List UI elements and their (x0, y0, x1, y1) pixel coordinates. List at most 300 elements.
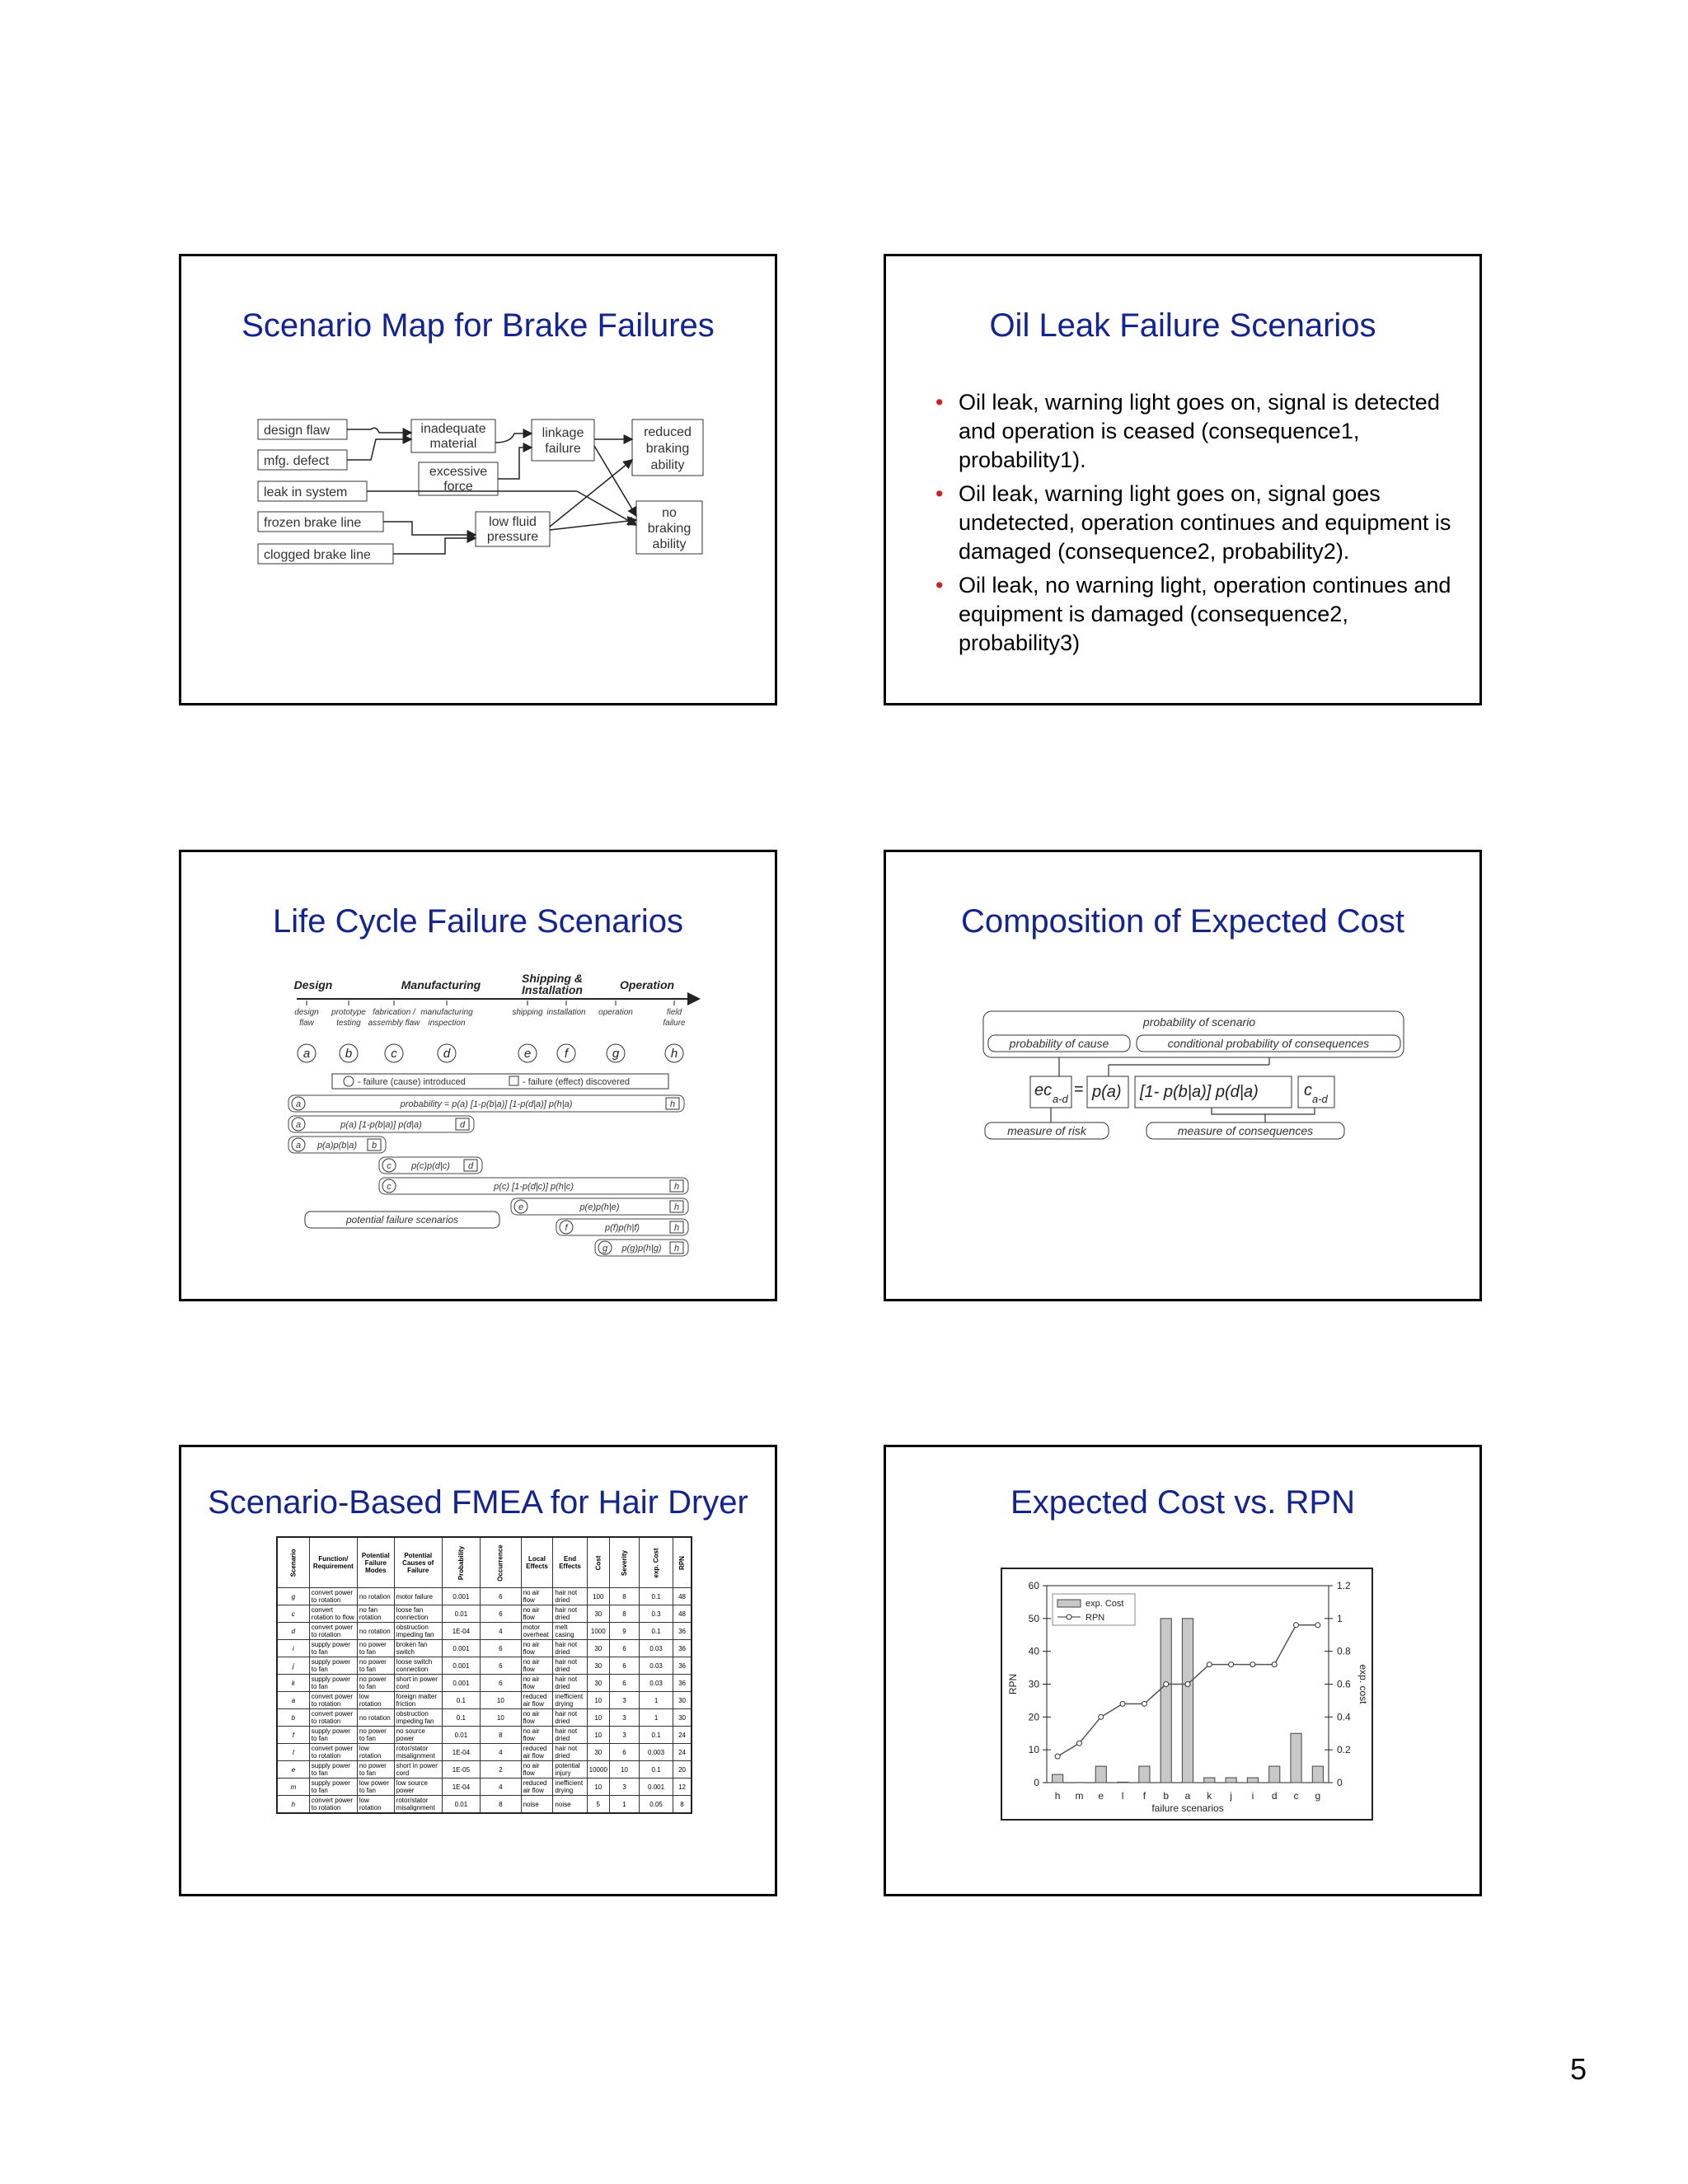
y2-tick-label: 0.4 (1337, 1711, 1351, 1723)
fmea-cell: reduced air flow (521, 1692, 553, 1709)
fmea-cell: 0.01 (442, 1605, 480, 1623)
brake-scenario-map-diagram (181, 256, 777, 705)
slide-title: Life Cycle Failure Scenarios (273, 903, 683, 940)
fmea-cell: 12 (673, 1779, 692, 1796)
fmea-cell: 8 (609, 1605, 639, 1623)
fmea-cell: 0.01 (442, 1727, 480, 1744)
x-tick-label: c (1293, 1790, 1299, 1802)
fmea-cell: low rotation (357, 1744, 394, 1761)
fmea-col-header: RPN (673, 1537, 692, 1588)
exp-cost-bar (1095, 1766, 1106, 1783)
table-row (277, 1692, 692, 1709)
stage-label: fabrication / (373, 1008, 415, 1017)
x-axis-label: failure scenarios (1151, 1802, 1224, 1814)
fmea-cell: 0.03 (640, 1657, 673, 1675)
fmea-col-header: exp. Cost (640, 1537, 673, 1588)
fmea-cell: 36 (673, 1640, 692, 1657)
y2-tick-label: 1.2 (1337, 1580, 1351, 1591)
fmea-cell: no power to fan (357, 1727, 394, 1744)
y2-tick-label: 0.6 (1337, 1678, 1351, 1690)
fmea-cell: 30 (587, 1640, 609, 1657)
fmea-cell: loose switch connection (394, 1657, 442, 1675)
cause-leak: leak in system (264, 485, 348, 499)
stage-label: assembly flaw (368, 1019, 420, 1028)
fmea-cell: m (277, 1779, 309, 1796)
fmea-cell: 0.03 (640, 1675, 673, 1692)
cost-rpn-chart (886, 1447, 1482, 1896)
x-tick-label: f (1142, 1790, 1146, 1802)
rpn-point (1315, 1623, 1320, 1628)
fmea-cell: 10 (481, 1709, 521, 1727)
slide-scenario-map (179, 254, 777, 705)
fmea-cell: 36 (673, 1675, 692, 1692)
rpn-point (1294, 1623, 1299, 1628)
rpn-point (1229, 1662, 1234, 1667)
fmea-cell: 6 (609, 1675, 639, 1692)
y2-axis-label: exp. cost (1357, 1664, 1369, 1704)
stage-label: design (294, 1008, 319, 1017)
fmea-col-header: Severity (609, 1537, 639, 1588)
scenario-end-letter: d (467, 1161, 474, 1171)
stage-label: testing (336, 1019, 361, 1028)
cause-mfg-defect: mfg. defect (264, 454, 330, 468)
node-linkage-failure: linkage (542, 426, 584, 440)
fmea-cell: 6 (481, 1588, 521, 1605)
fmea-cell: low rotation (357, 1796, 394, 1814)
x-tick-label: l (1121, 1790, 1124, 1802)
scenario-end-letter: d (459, 1120, 466, 1130)
fmea-cell: 0.001 (442, 1640, 480, 1657)
fmea-cell: 10 (587, 1692, 609, 1709)
fmea-cell: 10 (587, 1727, 609, 1744)
scenario-formula: p(g)p(h|g) (621, 1244, 662, 1254)
fmea-cell: inefficient drying (553, 1692, 587, 1709)
fmea-cell: 1E-04 (442, 1623, 480, 1640)
y-tick-label: 50 (1028, 1612, 1039, 1624)
fmea-cell: noise (521, 1796, 553, 1814)
stage-letter: h (670, 1047, 678, 1061)
y2-tick-label: 0.8 (1337, 1645, 1351, 1657)
svg-text:material: material (429, 437, 477, 451)
stage-label: operation (598, 1008, 633, 1017)
fmea-cell: 10000 (587, 1761, 609, 1779)
fmea-col-header: Potential Causes of Failure (394, 1537, 442, 1588)
fmea-cell: 3 (609, 1692, 639, 1709)
fmea-cell: low source power (394, 1779, 442, 1796)
fmea-cell: i (277, 1640, 309, 1657)
svg-text:braking: braking (647, 522, 692, 536)
fmea-cell: 0.1 (442, 1692, 480, 1709)
node-low-fluid-pressure: low fluid (489, 515, 537, 529)
fmea-cell: 0.001 (640, 1779, 673, 1796)
slide-fmea (179, 1445, 777, 1896)
fmea-cell: hair not dried (553, 1709, 587, 1727)
fmea-cell: 48 (673, 1605, 692, 1623)
fmea-cell: k (277, 1675, 309, 1692)
fmea-cell: 1E-05 (442, 1761, 480, 1779)
slide-title: Scenario Map for Brake Failures (241, 307, 715, 344)
svg-text:pressure: pressure (486, 530, 539, 544)
rpn-point (1076, 1741, 1081, 1746)
fmea-cell: 0.3 (640, 1605, 673, 1623)
exp-cost-bar (1226, 1778, 1236, 1783)
exp-cost-bar (1160, 1619, 1171, 1783)
fmea-cell: convert power to rotation (309, 1588, 357, 1605)
fmea-cell: no power to fan (357, 1640, 394, 1657)
fmea-cell: potential injury (553, 1761, 587, 1779)
fmea-cell: 3 (609, 1709, 639, 1727)
fmea-cell: no air flow (521, 1761, 553, 1779)
stage-label: manufacturing (420, 1008, 473, 1017)
table-row (277, 1640, 692, 1657)
fmea-table (276, 1536, 692, 1814)
scenario-end-letter: h (669, 1099, 676, 1109)
bullet-item: • Oil leak, no warning light, operation continues and equipment is damaged (consequence2, probability3) (935, 573, 1451, 655)
fmea-cell: supply power to fan (309, 1640, 357, 1657)
scenario-start-letter: c (387, 1182, 392, 1192)
fmea-cell: hair not dried (553, 1605, 587, 1623)
fmea-cell: hair not dried (553, 1640, 587, 1657)
rpn-point (1185, 1682, 1190, 1687)
fmea-cell: short in power cord (394, 1761, 442, 1779)
scenario-formula: p(c) [1-p(d|c)] p(h|c) (494, 1182, 574, 1192)
x-tick-label: b (1163, 1790, 1170, 1802)
fmea-cell: 6 (481, 1640, 521, 1657)
exp-cost-bar (1291, 1733, 1301, 1783)
fmea-cell: reduced air flow (521, 1744, 553, 1761)
potential-scenarios-label: potential failure scenarios (345, 1214, 459, 1226)
exp-cost-bar (1182, 1619, 1193, 1783)
scenario-end-letter: h (673, 1223, 680, 1233)
scenario-start-letter: a (295, 1099, 302, 1109)
eq-middle: [1- p(b|a)] p(d|a) (1140, 1083, 1259, 1101)
legend-discovered: - failure (effect) discovered (523, 1077, 631, 1087)
cause-clogged-line: clogged brake line (264, 548, 371, 562)
table-row (277, 1744, 692, 1761)
fmea-cell: 10 (481, 1692, 521, 1709)
rpn-point (1207, 1662, 1212, 1667)
fmea-cell: short in power cord (394, 1675, 442, 1692)
fmea-cell: g (277, 1588, 309, 1605)
slide-life-cycle (179, 850, 777, 1301)
fmea-cell: 0.001 (442, 1657, 480, 1675)
fmea-cell: 1000 (587, 1623, 609, 1640)
x-tick-label: d (1271, 1790, 1278, 1802)
svg-text:braking: braking (645, 442, 690, 456)
rpn-point (1055, 1754, 1060, 1759)
cause-frozen-line: frozen brake line (264, 516, 362, 530)
fmea-cell: 5 (587, 1796, 609, 1814)
slide-expected-cost (884, 850, 1482, 1301)
fmea-cell: 1 (640, 1692, 673, 1709)
eq-pa: p(a) (1092, 1083, 1122, 1101)
fmea-cell: foreign matter friction (394, 1692, 442, 1709)
fmea-cell: no power to fan (357, 1761, 394, 1779)
fmea-col-header: Potential Failure Modes (357, 1537, 394, 1588)
legend-rpn: RPN (1085, 1613, 1105, 1623)
fmea-cell: 36 (673, 1623, 692, 1640)
stage-label: flaw (299, 1019, 314, 1028)
slide-title: Scenario-Based FMEA for Hair Dryer (208, 1484, 748, 1521)
exp-cost-bar (1118, 1782, 1128, 1783)
table-row (277, 1605, 692, 1623)
fmea-cell: 30 (673, 1709, 692, 1727)
slide-oil-leak (884, 254, 1482, 705)
fmea-cell: 6 (481, 1605, 521, 1623)
scenario-formula: p(e)p(h|e) (579, 1202, 620, 1212)
fmea-cell: 10 (587, 1709, 609, 1727)
eq-c-sub: a-d (1312, 1093, 1328, 1105)
fmea-cell: motor failure (394, 1588, 442, 1605)
life-cycle-diagram (181, 852, 777, 1301)
fmea-cell: hair not dried (553, 1657, 587, 1675)
prob-scenario-label: probability of scenario (1142, 1015, 1256, 1029)
fmea-cell: low rotation (357, 1692, 394, 1709)
fmea-cell: reduced air flow (521, 1779, 553, 1796)
fmea-cell: h (277, 1796, 309, 1814)
fmea-cell: 0.003 (640, 1744, 673, 1761)
cause-design-flaw: design flaw (264, 424, 331, 438)
bullet-dot-icon: • (935, 573, 944, 598)
scenario-formula: p(f)p(h|f) (605, 1223, 640, 1233)
fmea-cell: no air flow (521, 1657, 553, 1675)
fmea-cell: 3 (609, 1779, 639, 1796)
table-row (277, 1796, 692, 1814)
scenario-end-letter: h (673, 1244, 680, 1254)
rpn-point (1099, 1714, 1104, 1719)
scenario-formula: p(a) [1-p(b|a)] p(d|a) (340, 1120, 422, 1130)
fmea-cell: 30 (587, 1657, 609, 1675)
y-tick-label: 30 (1028, 1678, 1039, 1690)
fmea-cell: 0.01 (442, 1796, 480, 1814)
fmea-cell: no air flow (521, 1709, 553, 1727)
scenario-start-letter: a (295, 1141, 302, 1151)
exp-cost-bar (1269, 1766, 1280, 1783)
exp-cost-bar (1053, 1774, 1063, 1783)
fmea-cell: no power to fan (357, 1675, 394, 1692)
stage-letter: e (523, 1047, 532, 1061)
fmea-cell: 4 (481, 1779, 521, 1796)
fmea-cell: noise (553, 1796, 587, 1814)
svg-text:Installation: Installation (522, 983, 583, 996)
fmea-cell: no air flow (521, 1640, 553, 1657)
fmea-cell: 0.001 (442, 1675, 480, 1692)
fmea-cell: 30 (587, 1675, 609, 1692)
fmea-col-header: Probability (442, 1537, 480, 1588)
eq-equals: = (1074, 1080, 1084, 1099)
fmea-cell: no rotation (357, 1588, 394, 1605)
svg-text:ability: ability (652, 537, 687, 551)
fmea-cell: 8 (673, 1796, 692, 1814)
fmea-cell: supply power to fan (309, 1779, 357, 1796)
fmea-cell: melt casing (553, 1623, 587, 1640)
phase-design: Design (293, 978, 333, 991)
fmea-cell: 0.05 (640, 1796, 673, 1814)
prob-cause-label: probability of cause (1009, 1037, 1109, 1050)
stage-label: installation (546, 1008, 586, 1017)
bullet-dot-icon: • (935, 390, 944, 415)
table-row (277, 1709, 692, 1727)
fmea-cell: convert power to rotation (309, 1709, 357, 1727)
fmea-cell: 6 (609, 1657, 639, 1675)
bullet-item: • Oil leak, warning light goes on, signal goes undetected, operation continues and equipment is damaged (consequence2, probability2). (935, 481, 1451, 564)
fmea-cell: l (277, 1744, 309, 1761)
fmea-cell: 30 (587, 1744, 609, 1761)
rpn-point (1120, 1701, 1125, 1706)
fmea-col-header: Function/ Requirement (309, 1537, 357, 1588)
stage-letter: g (612, 1047, 620, 1061)
fmea-cell: no air flow (521, 1675, 553, 1692)
fmea-cell: 8 (609, 1588, 639, 1605)
node-excessive-force: excessive (429, 465, 488, 479)
fmea-cell: hair not dried (553, 1727, 587, 1744)
legend-bar-swatch (1057, 1600, 1081, 1607)
rpn-point (1272, 1662, 1277, 1667)
fmea-cell: 0.1 (640, 1761, 673, 1779)
x-tick-label: m (1075, 1790, 1084, 1802)
scenario-end-letter: h (673, 1202, 680, 1212)
scenario-end-letter: h (673, 1182, 680, 1192)
fmea-cell: 100 (587, 1588, 609, 1605)
fmea-col-header: Occurrence (481, 1537, 521, 1588)
y-tick-label: 40 (1028, 1645, 1039, 1657)
slide-title: Expected Cost vs. RPN (1010, 1484, 1355, 1521)
stage-letter: b (345, 1047, 353, 1061)
y2-tick-label: 1 (1337, 1612, 1343, 1624)
y2-tick-label: 0.2 (1337, 1744, 1351, 1756)
fmea-cell: e (277, 1761, 309, 1779)
fmea-cell: 1E-04 (442, 1744, 480, 1761)
bullet-list (935, 388, 1463, 663)
slide-title: Composition of Expected Cost (960, 903, 1405, 940)
fmea-cell: low power to fan (357, 1779, 394, 1796)
fmea-cell: rotor/stator misalignment (394, 1744, 442, 1761)
stage-label: failure (663, 1019, 686, 1028)
fmea-cell: a (277, 1692, 309, 1709)
stage-letter: f (564, 1047, 569, 1061)
fmea-cell: no source power (394, 1727, 442, 1744)
scenario-start-letter: f (565, 1223, 568, 1233)
y-tick-label: 20 (1028, 1711, 1039, 1723)
scenario-start-letter: g (602, 1244, 608, 1254)
y-tick-label: 0 (1034, 1777, 1039, 1788)
scenario-start-letter: e (518, 1202, 524, 1212)
fmea-cell: supply power to fan (309, 1727, 357, 1744)
fmea-cell: hair not dried (553, 1675, 587, 1692)
eq-c: c (1304, 1081, 1312, 1099)
fmea-cell: supply power to fan (309, 1675, 357, 1692)
effect-no-braking: no (662, 506, 677, 520)
cond-prob-label: conditional probability of consequences (1167, 1037, 1370, 1050)
measure-cons-label: measure of consequences (1177, 1124, 1314, 1137)
scenario-start-letter: c (387, 1161, 392, 1171)
fmea-cell: no air flow (521, 1588, 553, 1605)
stage-label: inspection (428, 1019, 466, 1028)
fmea-cell: 3 (609, 1727, 639, 1744)
fmea-cell: motor overheat (521, 1623, 553, 1640)
fmea-cell: 8 (481, 1796, 521, 1814)
fmea-cell: convert power to rotation (309, 1623, 357, 1640)
x-tick-label: e (1098, 1790, 1104, 1802)
fmea-cell: 0.03 (640, 1640, 673, 1657)
stage-letter: c (391, 1047, 397, 1061)
fmea-cell: 1E-04 (442, 1779, 480, 1796)
stage-letter: d (443, 1047, 451, 1061)
fmea-cell: 0.1 (442, 1709, 480, 1727)
exp-cost-bar (1247, 1778, 1258, 1783)
table-row (277, 1588, 692, 1605)
fmea-cell: 6 (481, 1675, 521, 1692)
x-tick-label: k (1207, 1790, 1212, 1802)
rpn-point (1250, 1662, 1255, 1667)
fmea-cell: hair not dried (553, 1588, 587, 1605)
fmea-cell: j (277, 1657, 309, 1675)
fmea-cell: 1 (609, 1796, 639, 1814)
fmea-cell: 6 (609, 1744, 639, 1761)
table-row (277, 1779, 692, 1796)
fmea-cell: obstruction impeding fan (394, 1709, 442, 1727)
legend-introduced: - failure (cause) introduced (358, 1077, 466, 1087)
bullet-item: • Oil leak, warning light goes on, signal is detected and operation is ceased (consequence1, probability1). (935, 390, 1440, 472)
fmea-cell: 0.1 (640, 1727, 673, 1744)
fmea-cell: supply power to fan (309, 1761, 357, 1779)
bullet-dot-icon: • (935, 481, 944, 506)
stage-label: field (666, 1008, 682, 1017)
y-axis-label: RPN (1007, 1673, 1019, 1695)
scenario-end-letter: b (371, 1141, 377, 1151)
fmea-cell: no air flow (521, 1605, 553, 1623)
scenario-formula: p(a)p(b|a) (316, 1141, 358, 1151)
fmea-cell: 4 (481, 1623, 521, 1640)
fmea-col-header: Local Effects (521, 1537, 553, 1588)
expected-cost-diagram (886, 852, 1482, 1301)
fmea-cell: 1 (640, 1709, 673, 1727)
svg-text:failure: failure (545, 442, 581, 456)
fmea-cell: broken fan switch (394, 1640, 442, 1657)
fmea-cell: no rotation (357, 1709, 394, 1727)
fmea-cell: 30 (673, 1692, 692, 1709)
y-tick-label: 10 (1028, 1744, 1039, 1756)
table-row (277, 1657, 692, 1675)
fmea-col-header: Scenario (277, 1537, 309, 1588)
fmea-cell: b (277, 1709, 309, 1727)
fmea-cell: 36 (673, 1657, 692, 1675)
fmea-cell: rotor/stator misalignment (394, 1796, 442, 1814)
measure-risk-label: measure of risk (1007, 1124, 1086, 1137)
page-number: 5 (1570, 2052, 1587, 2086)
slide-title: Oil Leak Failure Scenarios (989, 307, 1376, 344)
fmea-cell: 2 (481, 1761, 521, 1779)
rpn-point (1164, 1682, 1169, 1687)
fmea-cell: 30 (587, 1605, 609, 1623)
fmea-cell: 10 (587, 1779, 609, 1796)
exp-cost-bar (1139, 1766, 1150, 1783)
fmea-cell: f (277, 1727, 309, 1744)
eq-ec-sub: a-d (1053, 1093, 1068, 1105)
fmea-cell: no rotation (357, 1623, 394, 1640)
fmea-cell: supply power to fan (309, 1657, 357, 1675)
svg-text:ability: ability (650, 458, 685, 472)
fmea-cell: 0.1 (640, 1588, 673, 1605)
x-tick-label: j (1230, 1790, 1232, 1802)
fmea-cell: 20 (673, 1761, 692, 1779)
fmea-cell: 10 (609, 1761, 639, 1779)
fmea-cell: c (277, 1605, 309, 1623)
fmea-cell: no power to fan (357, 1657, 394, 1675)
fmea-cell: 6 (609, 1640, 639, 1657)
x-tick-label: a (1184, 1790, 1191, 1802)
scenario-start-letter: a (295, 1120, 302, 1130)
